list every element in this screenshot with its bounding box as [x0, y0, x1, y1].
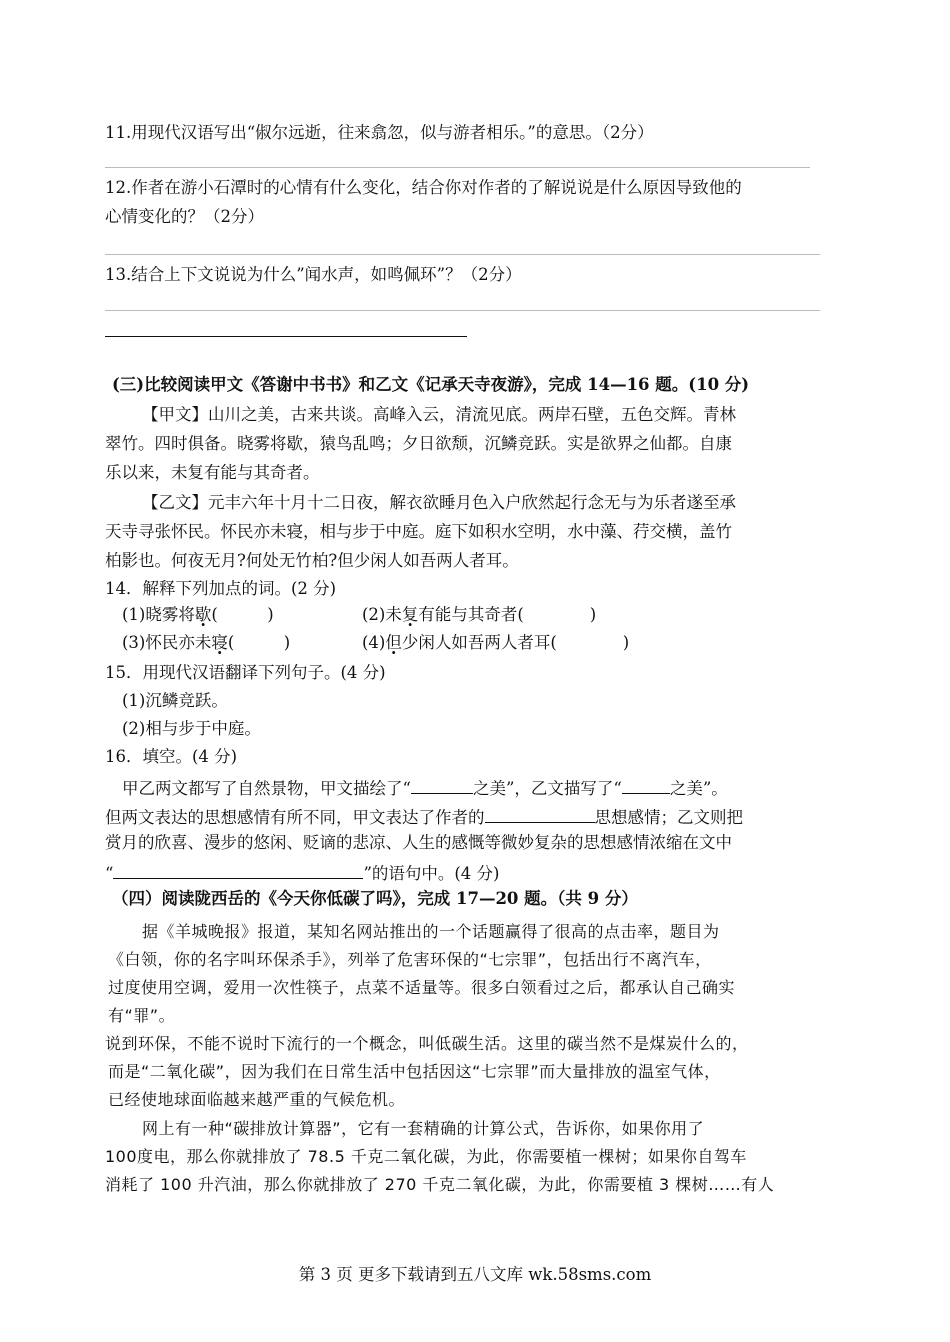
section-4-heading: （四）阅读陇西岳的《今天你低碳了吗》，完成 17—20 题。（共 9 分）	[112, 889, 638, 908]
answer-line	[105, 336, 467, 337]
q16-text: ”的语句中。(4 分)	[363, 864, 500, 883]
article-paragraph-line: 过度使用空调，爱用一次性筷子，点菜不适量等。很多白领看过之后，都承认自己确实	[108, 978, 736, 997]
passage-yi-line: 【乙文】元丰六年十月十二日夜，解衣欲睡月色入户欣然起行念无与为乐者遂至承	[142, 493, 736, 512]
passage-yi-line: 天寺寻张怀民。怀民亦未寝，相与步于中庭。庭下如积水空明，水中藻、荇交横，盖竹	[105, 522, 732, 541]
q14-item-text: (3)怀民亦未	[122, 633, 212, 652]
q16-text: 之美”。	[669, 779, 728, 798]
q16-text: 思想感情；乙文则把	[594, 808, 743, 827]
q14-item-text: (2)未	[362, 605, 402, 624]
dotted-word: 复	[401, 605, 419, 624]
q16-line-1	[122, 775, 728, 800]
dotted-word: 但	[385, 633, 402, 652]
q14-item-text: (4)	[362, 633, 386, 652]
fill-blank[interactable]	[113, 860, 363, 879]
question-13: 13.结合上下文说说为什么”闻水声，如鸣佩环”？（2分）	[105, 265, 522, 284]
q14-item-4	[362, 632, 629, 654]
article-paragraph-line: 已经使地球面临越来越严重的气候危机。	[108, 1090, 406, 1109]
question-15: 15．用现代汉语翻译下列句子。(4 分)	[105, 663, 386, 682]
article-paragraph-line: 《白领，你的名字叫环保杀手》，列举了危害环保的“七宗罪”，包括出行不离汽车，	[108, 950, 712, 969]
section-3-heading: (三)比较阅读甲文《答谢中书书》和乙文《记承天寺夜游》，完成 14—16 题。(10 分)	[112, 375, 750, 394]
fill-blank[interactable]	[411, 775, 473, 794]
q14-blank: ( )	[211, 605, 274, 624]
page-footer: 第 3 页 更多下载请到五八文库 wk.58sms.com	[298, 1265, 652, 1284]
q16-line-3: 赏月的欣喜、漫步的悠闲、贬谪的悲凉、人生的感慨等微妙复杂的思想感情浓缩在文中	[105, 833, 732, 852]
q16-line-4	[105, 860, 500, 885]
question-14: 14．解释下列加点的词。(2 分)	[105, 579, 337, 598]
q14-item-2	[362, 604, 596, 626]
article-paragraph-line: 据《羊城晚报》报道，某知名网站推出的一个话题赢得了很高的点击率，题目为	[142, 922, 720, 941]
q14-item-text: (1)晓雾将	[122, 605, 195, 624]
passage-yi-line: 柏影也。何夜无月?何处无竹柏?但少闲人如吾两人者耳。	[105, 551, 519, 570]
q16-text: 但两文表达的思想感情有所不同，甲文表达了作者的	[105, 808, 485, 827]
article-paragraph-line: 而是“二氧化碳”，因为我们在日常生活中包括因这“七宗罪”而大量排放的温室气体，	[108, 1062, 721, 1081]
passage-jia-line: 乐以来，未复有能与其奇者。	[105, 463, 320, 482]
q14-blank: ( )	[227, 633, 291, 652]
dotted-word: 歇	[194, 605, 212, 624]
article-paragraph-line: 有“罪”。	[108, 1006, 176, 1025]
answer-line	[105, 254, 820, 255]
fill-blank[interactable]	[485, 804, 595, 823]
q15-item-1: (1)沉鳞竞跃。	[122, 691, 228, 710]
question-12-line-2: 心情变化的？（2分）	[105, 207, 264, 226]
q14-blank: 有能与其奇者( )	[418, 605, 597, 624]
answer-line	[105, 167, 810, 168]
question-11: 11.用现代汉语写出“俶尔远逝，往来翕忽，似与游者相乐。”的意思。（2分）	[105, 123, 654, 142]
q14-item-1	[122, 604, 274, 626]
dotted-word: 寝	[211, 633, 228, 652]
q16-text: 之美”，乙文描写了“	[472, 779, 622, 798]
q16-line-2	[105, 804, 743, 829]
passage-jia-line: 【甲文】山川之美，古来共谈。高峰入云，清流见底。两岸石壁，五色交辉。青林	[142, 405, 736, 424]
passage-jia-line: 翠竹。四时俱备。晓雾将歇，猿鸟乱鸣；夕日欲颓，沉鳞竞跃。实是欲界之仙都。自康	[105, 434, 732, 453]
article-paragraph-line: 消耗了 100 升汽油，那么你就排放了 270 千克二氧化碳，为此，你需要植 3 棵树……有人	[105, 1175, 775, 1194]
article-paragraph-line: 说到环保，不能不说时下流行的一个概念，叫低碳生活。这里的碳当然不是煤炭什么的，	[105, 1034, 749, 1053]
answer-line	[105, 310, 820, 311]
article-paragraph-line: 网上有一种“碳排放计算器”，它有一套精确的计算公式，告诉你，如果你用了	[142, 1119, 705, 1138]
q14-blank: 少闲人如吾两人者耳( )	[401, 633, 630, 652]
fill-blank[interactable]	[622, 775, 670, 794]
q16-text: 甲乙两文都写了自然景物，甲文描绘了“	[122, 779, 411, 798]
q14-item-3	[122, 632, 290, 654]
q15-item-2: (2)相与步于中庭。	[122, 719, 261, 738]
question-12-line-1: 12.作者在游小石潭时的心情有什么变化，结合你对作者的了解说说是什么原因导致他的	[105, 178, 742, 197]
question-16: 16．填空。(4 分)	[105, 747, 238, 766]
q16-text: “	[105, 864, 114, 883]
article-paragraph-line: 100度电，那么你就排放了 78.5 千克二氧化碳，为此，你需要植一棵树；如果你自驾车	[105, 1147, 747, 1166]
